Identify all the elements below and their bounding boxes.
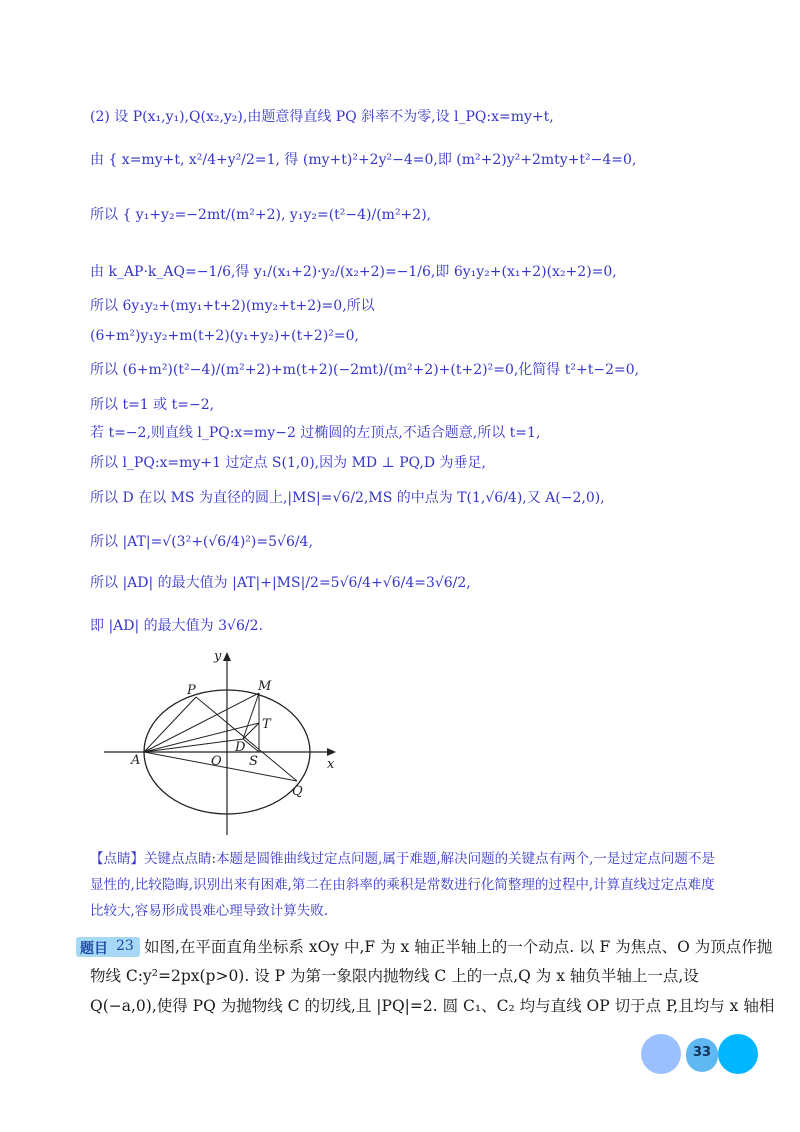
solution-line-2: 由 { x=my+t, x²/4+y²/2=1, 得 (my+t)²+2y²−4=0,即 (m²+2)y²+2mty+t²−4=0, xyxy=(90,152,637,168)
y-axis-arrow xyxy=(223,652,231,661)
solution-line-5: 所以 6y₁y₂+(my₁+t+2)(my₂+t+2)=0,所以 xyxy=(90,298,375,314)
label-O: O xyxy=(211,754,222,769)
solution-line-10: 所以 l_PQ:x=my+1 过定点 S(1,0),因为 MD ⊥ PQ,D 为垂足, xyxy=(90,455,486,471)
problem-tag-label: 题目 xyxy=(80,941,108,957)
page-dot-right xyxy=(718,1034,758,1074)
label-S: S xyxy=(249,754,258,769)
solution-line-7: 所以 (6+m²)(t²−4)/(m²+2)+m(t+2)(−2mt)/(m²+2)+(t+2)²=0,化简得 t²+t−2=0, xyxy=(90,362,640,378)
label-M: M xyxy=(258,679,272,694)
problem-line-1: 如图,在平面直角坐标系 xOy 中,F 为 x 轴正半轴上的一个动点. 以 F 为焦点、O 为顶点作抛 xyxy=(144,938,773,956)
label-x: x xyxy=(327,757,335,772)
solution-line-6: (6+m²)y₁y₂+m(t+2)(y₁+y₂)+(t+2)²=0, xyxy=(90,328,360,344)
label-Q: Q xyxy=(292,784,303,799)
solution-line-9: 若 t=−2,则直线 l_PQ:x=my−2 过椭圆的左顶点,不适合题意,所以 t=1, xyxy=(90,425,541,441)
problem-tag xyxy=(76,937,140,957)
solution-line-13: 所以 |AD| 的最大值为 |AT|+|MS|/2=5√6/4+√6/4=3√6/2, xyxy=(90,575,471,591)
label-y: y xyxy=(214,649,222,664)
note-block xyxy=(90,846,720,924)
solution-line-12: 所以 |AT|=√(3²+(√6/4)²)=5√6/4, xyxy=(90,534,313,550)
solution-line-1: (2) 设 P(x₁,y₁),Q(x₂,y₂),由题意得直线 PQ 斜率不为零,设 l_PQ:x=my+t, xyxy=(90,109,554,125)
solution-line-4: 由 k_AP·k_AQ=−1/6,得 y₁/(x₁+2)·y₂/(x₂+2)=−1/6,即 6y₁y₂+(x₁+2)(x₂+2)=0, xyxy=(90,264,617,280)
solution-line-3: 所以 { y₁+y₂=−2mt/(m²+2), y₁y₂=(t²−4)/(m²+2), xyxy=(90,207,432,223)
page-dot-left xyxy=(641,1034,681,1074)
problem-line-3: Q(−a,0),使得 PQ 为抛物线 C 的切线,且 |PQ|=2. 圆 C₁、C₂ 均与直线 OP 切于点 P,且均与 x 轴相 xyxy=(90,997,775,1015)
label-D: D xyxy=(235,740,246,755)
solution-line-11: 所以 D 在以 MS 为直径的圆上,|MS|=√6/2,MS 的中点为 T(1,√6/4),又 A(−2,0), xyxy=(90,490,605,506)
note-text: 关键点点睛:本题是圆锥曲线过定点问题,属于难题,解决问题的关键点有两个,一是过定点问题不是显性的,比较隐晦,识别出来有困难,第二在由斜率的乘积是常数进行化简整理的过程中,计算直线过定点难度比较大,容易形成畏难心理导致计算失败. xyxy=(90,851,715,919)
page-number: 33 xyxy=(692,1045,712,1060)
solution-line-14: 即 |AD| 的最大值为 3√6/2. xyxy=(90,618,263,634)
solution-line-8: 所以 t=1 或 t=−2, xyxy=(90,397,215,413)
problem-line-2: 物线 C:y²=2px(p>0). 设 P 为第一象限内抛物线 C 上的一点,Q 为 x 轴负半轴上一点,设 xyxy=(90,967,699,985)
label-P: P xyxy=(187,683,196,698)
problem-number: 23 xyxy=(116,938,134,954)
segment-AP xyxy=(144,697,196,752)
x-axis-arrow xyxy=(327,748,336,756)
note-tag: 【点睛】 xyxy=(90,851,144,867)
label-T: T xyxy=(262,717,271,732)
segment-AD xyxy=(144,739,243,752)
label-A: A xyxy=(131,753,141,768)
